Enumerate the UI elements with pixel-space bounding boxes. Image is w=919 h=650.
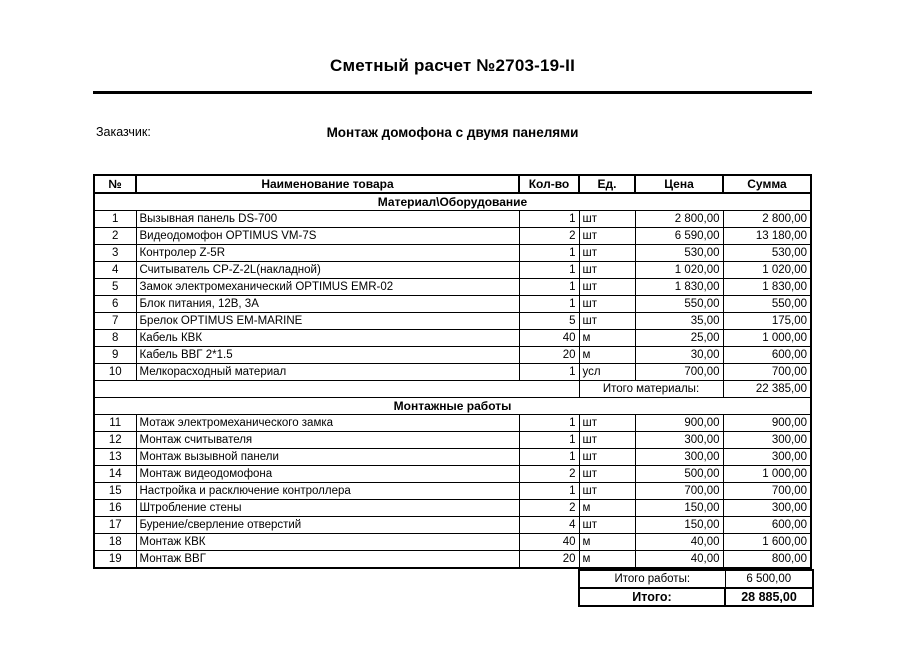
table-row bbox=[94, 449, 811, 466]
row-number: 12 bbox=[94, 432, 136, 449]
unit: м bbox=[579, 551, 635, 569]
row-number: 13 bbox=[94, 449, 136, 466]
quantity: 1 bbox=[519, 262, 579, 279]
row-number: 19 bbox=[94, 551, 136, 569]
row-number: 14 bbox=[94, 466, 136, 483]
price: 900,00 bbox=[635, 415, 723, 432]
item-name: Мелкорасходный материал bbox=[136, 364, 519, 381]
price: 40,00 bbox=[635, 551, 723, 569]
amount: 2 800,00 bbox=[723, 211, 811, 228]
item-name: Монтаж считывателя bbox=[136, 432, 519, 449]
price: 1 020,00 bbox=[635, 262, 723, 279]
price: 150,00 bbox=[635, 500, 723, 517]
amount: 600,00 bbox=[723, 517, 811, 534]
price: 35,00 bbox=[635, 313, 723, 330]
table-row bbox=[94, 330, 811, 347]
amount: 1 000,00 bbox=[723, 466, 811, 483]
quantity: 1 bbox=[519, 483, 579, 500]
estimate-table-body bbox=[94, 193, 811, 568]
materials-total-row bbox=[94, 381, 811, 398]
price: 700,00 bbox=[635, 364, 723, 381]
item-name: Монтаж видеодомофона bbox=[136, 466, 519, 483]
unit: усл bbox=[579, 364, 635, 381]
item-name: Брелок OPTIMUS EM-MARINE bbox=[136, 313, 519, 330]
table-row bbox=[94, 483, 811, 500]
quantity: 20 bbox=[519, 347, 579, 364]
customer-label: Заказчик: bbox=[96, 125, 151, 139]
materials-total-value: 22 385,00 bbox=[723, 381, 811, 398]
item-name: Штробление стены bbox=[136, 500, 519, 517]
header-row bbox=[94, 175, 811, 193]
totals-table bbox=[578, 569, 814, 607]
item-name: Кабель ВВГ 2*1.5 bbox=[136, 347, 519, 364]
amount: 13 180,00 bbox=[723, 228, 811, 245]
row-number: 10 bbox=[94, 364, 136, 381]
amount: 900,00 bbox=[723, 415, 811, 432]
price: 300,00 bbox=[635, 449, 723, 466]
unit: шт bbox=[579, 483, 635, 500]
column-header-price: Цена bbox=[635, 175, 723, 193]
row-number: 17 bbox=[94, 517, 136, 534]
row-number: 11 bbox=[94, 415, 136, 432]
unit: шт bbox=[579, 415, 635, 432]
quantity: 1 bbox=[519, 449, 579, 466]
section-header-row bbox=[94, 193, 811, 211]
price: 30,00 bbox=[635, 347, 723, 364]
table-row bbox=[94, 347, 811, 364]
column-header-sum: Сумма bbox=[723, 175, 811, 193]
quantity: 1 bbox=[519, 245, 579, 262]
table-row bbox=[94, 432, 811, 449]
unit: шт bbox=[579, 245, 635, 262]
quantity: 1 bbox=[519, 296, 579, 313]
unit: м bbox=[579, 347, 635, 364]
item-name: Монтаж ВВГ bbox=[136, 551, 519, 569]
works-total-value: 6 500,00 bbox=[725, 570, 813, 588]
price: 300,00 bbox=[635, 432, 723, 449]
table-row bbox=[94, 313, 811, 330]
table-row bbox=[94, 245, 811, 262]
amount: 600,00 bbox=[723, 347, 811, 364]
document-page bbox=[93, 0, 812, 607]
row-number: 7 bbox=[94, 313, 136, 330]
item-name: Монтаж вызывной панели bbox=[136, 449, 519, 466]
item-name: Видеодомофон OPTIMUS VM-7S bbox=[136, 228, 519, 245]
unit: м bbox=[579, 500, 635, 517]
item-name: Вызывная панель DS-700 bbox=[136, 211, 519, 228]
table-row bbox=[94, 534, 811, 551]
item-name: Мотаж электромеханического замка bbox=[136, 415, 519, 432]
price: 550,00 bbox=[635, 296, 723, 313]
amount: 300,00 bbox=[723, 449, 811, 466]
unit: шт bbox=[579, 228, 635, 245]
unit: шт bbox=[579, 449, 635, 466]
materials-total-spacer bbox=[94, 381, 579, 398]
row-number: 2 bbox=[94, 228, 136, 245]
unit: м bbox=[579, 330, 635, 347]
table-row bbox=[94, 415, 811, 432]
row-number: 8 bbox=[94, 330, 136, 347]
table-row bbox=[94, 262, 811, 279]
materials-total-label: Итого материалы: bbox=[579, 381, 723, 398]
estimate-table bbox=[93, 174, 812, 569]
title-divider bbox=[93, 91, 812, 94]
item-name: Считыватель CP-Z-2L(накладной) bbox=[136, 262, 519, 279]
amount: 1 020,00 bbox=[723, 262, 811, 279]
unit: м bbox=[579, 534, 635, 551]
section-title: Монтажные работы bbox=[94, 398, 811, 415]
quantity: 2 bbox=[519, 500, 579, 517]
grand-total-value: 28 885,00 bbox=[725, 588, 813, 606]
quantity: 40 bbox=[519, 330, 579, 347]
quantity: 1 bbox=[519, 211, 579, 228]
unit: шт bbox=[579, 466, 635, 483]
unit: шт bbox=[579, 296, 635, 313]
price: 1 830,00 bbox=[635, 279, 723, 296]
row-number: 3 bbox=[94, 245, 136, 262]
amount: 550,00 bbox=[723, 296, 811, 313]
price: 150,00 bbox=[635, 517, 723, 534]
quantity: 40 bbox=[519, 534, 579, 551]
quantity: 1 bbox=[519, 364, 579, 381]
quantity: 20 bbox=[519, 551, 579, 569]
amount: 300,00 bbox=[723, 432, 811, 449]
customer-line bbox=[93, 124, 812, 141]
table-row bbox=[94, 296, 811, 313]
quantity: 2 bbox=[519, 466, 579, 483]
unit: шт bbox=[579, 262, 635, 279]
unit: шт bbox=[579, 432, 635, 449]
table-row bbox=[94, 517, 811, 534]
quantity: 1 bbox=[519, 432, 579, 449]
price: 6 590,00 bbox=[635, 228, 723, 245]
item-name: Кабель КВК bbox=[136, 330, 519, 347]
amount: 700,00 bbox=[723, 364, 811, 381]
unit: шт bbox=[579, 279, 635, 296]
unit: шт bbox=[579, 211, 635, 228]
quantity: 2 bbox=[519, 228, 579, 245]
amount: 800,00 bbox=[723, 551, 811, 569]
column-header-unit: Ед. bbox=[579, 175, 635, 193]
amount: 530,00 bbox=[723, 245, 811, 262]
price: 500,00 bbox=[635, 466, 723, 483]
section-header-row bbox=[94, 398, 811, 415]
quantity: 1 bbox=[519, 415, 579, 432]
price: 700,00 bbox=[635, 483, 723, 500]
quantity: 5 bbox=[519, 313, 579, 330]
item-name: Замок электромеханический OPTIMUS EMR-02 bbox=[136, 279, 519, 296]
order-subject: Монтаж домофона с двумя панелями bbox=[326, 125, 579, 140]
unit: шт bbox=[579, 517, 635, 534]
amount: 300,00 bbox=[723, 500, 811, 517]
section-title: Материал\Оборудование bbox=[94, 193, 811, 211]
grand-total-row bbox=[579, 588, 813, 606]
quantity: 1 bbox=[519, 279, 579, 296]
table-row bbox=[94, 279, 811, 296]
quantity: 4 bbox=[519, 517, 579, 534]
table-row bbox=[94, 500, 811, 517]
row-number: 18 bbox=[94, 534, 136, 551]
page-title: Сметный расчет №2703-19-II bbox=[329, 56, 576, 75]
row-number: 1 bbox=[94, 211, 136, 228]
unit: шт bbox=[579, 313, 635, 330]
item-name: Настройка и расключение контроллера bbox=[136, 483, 519, 500]
item-name: Монтаж КВК bbox=[136, 534, 519, 551]
price: 530,00 bbox=[635, 245, 723, 262]
amount: 1 000,00 bbox=[723, 330, 811, 347]
table-row bbox=[94, 364, 811, 381]
row-number: 16 bbox=[94, 500, 136, 517]
item-name: Блок питания, 12В, 3А bbox=[136, 296, 519, 313]
row-number: 15 bbox=[94, 483, 136, 500]
column-header-qty: Кол-во bbox=[519, 175, 579, 193]
row-number: 9 bbox=[94, 347, 136, 364]
table-row bbox=[94, 466, 811, 483]
works-total-row bbox=[579, 570, 813, 588]
amount: 175,00 bbox=[723, 313, 811, 330]
price: 25,00 bbox=[635, 330, 723, 347]
column-header-name: Наименование товара bbox=[136, 175, 519, 193]
table-row bbox=[94, 551, 811, 569]
item-name: Бурение/сверление отверстий bbox=[136, 517, 519, 534]
price: 2 800,00 bbox=[635, 211, 723, 228]
item-name: Контролер Z-5R bbox=[136, 245, 519, 262]
row-number: 5 bbox=[94, 279, 136, 296]
amount: 1 830,00 bbox=[723, 279, 811, 296]
amount: 1 600,00 bbox=[723, 534, 811, 551]
row-number: 4 bbox=[94, 262, 136, 279]
works-total-label: Итого работы: bbox=[579, 570, 725, 588]
price: 40,00 bbox=[635, 534, 723, 551]
table-row bbox=[94, 228, 811, 245]
row-number: 6 bbox=[94, 296, 136, 313]
grand-total-label: Итого: bbox=[579, 588, 725, 606]
table-row bbox=[94, 211, 811, 228]
column-header-num: № bbox=[94, 175, 136, 193]
amount: 700,00 bbox=[723, 483, 811, 500]
